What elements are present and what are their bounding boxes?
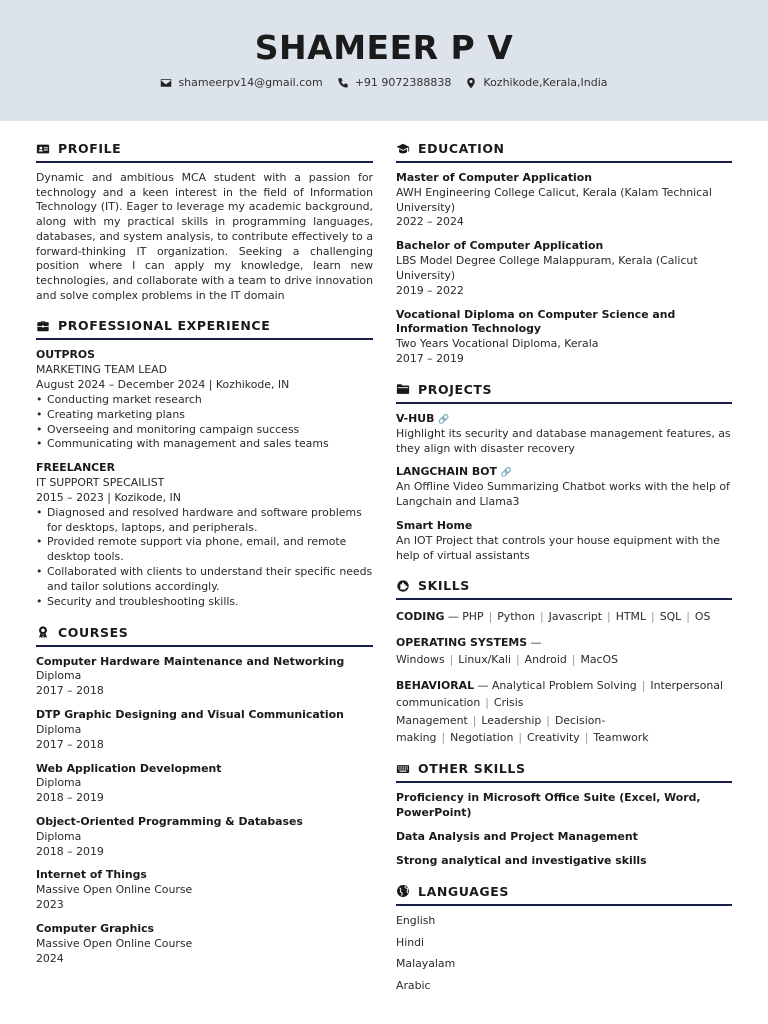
skill-item: SQL: [659, 610, 682, 624]
other-skill-item: Data Analysis and Project Management: [396, 830, 638, 844]
courses-heading: [36, 624, 373, 647]
project-name[interactable]: [396, 465, 732, 480]
right-column: [396, 140, 732, 1008]
graduation-cap-icon: [396, 142, 410, 156]
job-duties: [36, 506, 373, 610]
contact-location: [465, 76, 607, 91]
course-type: Diploma: [36, 829, 82, 843]
map-pin-icon: [465, 77, 477, 89]
award-icon: [36, 625, 50, 639]
skill-row-coding: CODING — PHP | Python | Javascript | HTML | SQL | OS: [396, 610, 711, 624]
duty-item: • Diagnosed and resolved hardware and software problems for desktops, laptops, and peripherals.: [36, 506, 373, 536]
course-entry: [36, 868, 373, 912]
skill-item: Leadership: [481, 713, 542, 727]
profile-section: [36, 140, 373, 303]
course-period: 2023: [36, 898, 64, 912]
link-icon[interactable]: 🔗: [500, 468, 513, 479]
course-type: Diploma: [36, 776, 82, 790]
section-title: PROJECTS: [418, 381, 493, 397]
skills-section: [396, 577, 732, 746]
skill-item: PHP: [462, 610, 484, 624]
project-description: An IOT Project that controls your house equipment with the help of virtual assistants: [396, 533, 720, 562]
course-name: DTP Graphic Designing and Visual Communication: [36, 708, 344, 722]
contact-phone[interactable]: [337, 76, 452, 91]
course-entry: [36, 922, 373, 966]
company-name: FREELANCER: [36, 461, 116, 475]
project-name-text: Smart Home: [396, 518, 473, 532]
language-item: Arabic: [396, 979, 431, 993]
other-skill-item: Proficiency in Microsoft Office Suite (Excel, Word, PowerPoint): [396, 791, 701, 820]
language-item: Malayalam: [396, 957, 456, 971]
degree-name: Master of Computer Application: [396, 171, 593, 184]
language-item: Hindi: [396, 935, 425, 949]
job-period: August 2024 – December 2024 | Kozhikode, IN: [36, 378, 290, 392]
education-entry: [396, 239, 732, 298]
course-entry: [36, 655, 373, 699]
job-duties: [36, 393, 373, 452]
course-period: 2017 – 2018: [36, 684, 104, 698]
school-name: LBS Model Degree College Malappuram, Kerala (Calicut University): [396, 254, 698, 282]
contact-bar: [0, 76, 768, 91]
project-description: An Offline Video Summarizing Chatbot works with the help of Langchain and Llama3: [396, 480, 730, 509]
course-type: Diploma: [36, 669, 82, 683]
project-name-text[interactable]: LANGCHAIN BOT: [396, 465, 497, 479]
section-title: OTHER SKILLS: [418, 761, 526, 777]
duty-item: • Provided remote support via phone, email, and remote desktop tools.: [36, 535, 373, 565]
course-type: Massive Open Online Course: [36, 883, 193, 897]
course-type: Diploma: [36, 722, 82, 736]
language-item: English: [396, 913, 436, 927]
skill-item: Decision-making: [396, 713, 606, 745]
section-title: PROFILE: [58, 141, 122, 156]
course-name: Computer Hardware Maintenance and Networking: [36, 654, 345, 668]
course-period: 2018 – 2019: [36, 844, 104, 858]
course-name: Object-Oriented Programming & Databases: [36, 815, 303, 828]
skill-item: Linux/Kali: [458, 653, 511, 667]
course-entry: [36, 762, 373, 806]
section-title: PROFESSIONAL EXPERIENCE: [58, 318, 271, 334]
school-name: Two Years Vocational Diploma, Kerala: [396, 337, 599, 351]
duty-item: • Overseeing and monitoring campaign success: [36, 423, 373, 438]
education-entry: [396, 171, 732, 230]
skill-item: MacOS: [580, 653, 618, 667]
languages-heading: [396, 883, 732, 906]
education-period: 2019 – 2022: [396, 283, 464, 297]
project-name-text[interactable]: V-HUB: [396, 411, 435, 425]
phone-text: +91 9072388838: [354, 76, 452, 89]
contact-email[interactable]: [160, 76, 322, 91]
experience-entry: [36, 348, 373, 452]
course-name: Web Application Development: [36, 761, 222, 775]
duty-item: • Collaborated with clients to understand their specific needs and tailor solutions accordingly.: [36, 565, 373, 595]
section-title: COURSES: [58, 624, 129, 640]
duty-item: • Communicating with management and sales teams: [36, 437, 373, 452]
skill-item: Negotiation: [450, 731, 514, 745]
envelope-icon: [160, 77, 172, 89]
profile-summary: Dynamic and ambitious MCA student with a passion for technology and a keen interest in the field of Information Technology (IT). Eager to leverage my academic background, along with my practical skills in programming languages, databases, and system analysis, to contribute effectively to a forward-thinking IT organization. Seeking a challenging position where I can apply my knowledge, learn new technologies, and collaborate with a team to drive innovation and solve complex problems in the IT domain: [36, 171, 373, 302]
education-period: 2022 – 2024: [396, 215, 464, 229]
skill-row-os: OPERATING SYSTEMS — Windows | Linux/Kali | Android | MacOS: [396, 635, 618, 667]
section-title: SKILLS: [418, 578, 470, 594]
project-entry: [396, 465, 732, 509]
section-title: EDUCATION: [418, 141, 505, 156]
phone-icon: [337, 77, 349, 89]
experience-section: [36, 317, 373, 609]
other-skills-heading: [396, 760, 732, 783]
skills-heading: [396, 577, 732, 600]
skill-item: Windows: [396, 653, 445, 667]
course-name: Computer Graphics: [36, 921, 155, 935]
skill-item: Creativity: [527, 731, 580, 745]
education-section: [396, 140, 732, 367]
id-card-icon: [36, 142, 50, 156]
candidate-name: SHAMEER P V: [254, 28, 514, 67]
project-entry: [396, 519, 732, 563]
course-name: Internet of Things: [36, 868, 147, 882]
education-heading: [396, 140, 732, 163]
courses-section: [36, 624, 373, 967]
course-entry: [36, 708, 373, 752]
school-name: AWH Engineering College Calicut, Kerala (Kalam Technical University): [396, 185, 712, 214]
skill-category: OPERATING SYSTEMS: [396, 635, 528, 649]
skill-item: Crisis Management: [396, 696, 524, 727]
globe-icon: [396, 884, 410, 898]
keyboard-icon: [396, 762, 410, 776]
email-text: shameerpv14@gmail.com: [178, 76, 323, 89]
job-role: IT SUPPORT SPECAILIST: [36, 476, 165, 490]
company-name: OUTPROS: [36, 348, 95, 362]
duty-item: • Creating marketing plans: [36, 408, 373, 423]
briefcase-icon: [36, 319, 50, 333]
projects-section: [396, 381, 732, 563]
skill-item: Analytical Problem Solving: [491, 678, 637, 692]
skill-category: CODING: [396, 610, 445, 624]
experience-entry: [36, 461, 373, 609]
skill-item: HTML: [615, 610, 647, 624]
education-period: 2017 – 2019: [396, 352, 464, 366]
folder-icon: [396, 382, 410, 396]
education-entry: [396, 308, 732, 367]
degree-name: Vocational Diploma on Computer Science and Information Technology: [396, 307, 676, 336]
course-entry: [36, 815, 373, 859]
languages-section: [396, 883, 732, 994]
link-icon[interactable]: 🔗: [438, 414, 450, 425]
duty-item: • Security and troubleshooting skills.: [36, 595, 373, 610]
project-entry: [396, 412, 732, 456]
project-description: Highlight its security and database management features, as they align with disaster recovery: [396, 426, 731, 455]
section-title: LANGUAGES: [418, 883, 510, 899]
projects-heading: [396, 381, 732, 404]
course-type: Massive Open Online Course: [36, 936, 193, 950]
puzzle-icon: [396, 579, 410, 593]
skill-item: Javascript: [548, 610, 603, 624]
skill-item: Interpersonal communication: [396, 678, 723, 710]
skill-category: BEHAVIORAL: [396, 678, 475, 692]
course-period: 2024: [36, 951, 64, 965]
experience-heading: [36, 317, 373, 340]
profile-heading: [36, 140, 373, 163]
location-text: Kozhikode,Kerala,India: [483, 76, 608, 89]
resume-header: [0, 0, 768, 121]
skill-row-behavioral: BEHAVIORAL — Analytical Problem Solving | Interpersonal communication | Crisis Management | Leadership | Decision-making | Negotiation | Creativity | Teamwork: [396, 678, 723, 745]
other-skills-section: [396, 760, 732, 868]
degree-name: Bachelor of Computer Application: [396, 239, 604, 253]
other-skill-item: Strong analytical and investigative skills: [396, 853, 647, 867]
duty-item: • Conducting market research: [36, 393, 373, 408]
skill-item: Python: [497, 610, 535, 624]
project-name: [396, 519, 732, 534]
course-period: 2017 – 2018: [36, 737, 104, 751]
course-period: 2018 – 2019: [36, 791, 104, 805]
job-period: 2015 – 2023 | Kozikode, IN: [36, 490, 181, 504]
job-role: MARKETING TEAM LEAD: [36, 363, 167, 377]
skill-item: Android: [524, 653, 567, 667]
left-column: [36, 140, 373, 980]
project-name[interactable]: [396, 412, 732, 427]
skill-item: OS: [694, 610, 711, 624]
skill-item: Teamwork: [593, 731, 649, 745]
